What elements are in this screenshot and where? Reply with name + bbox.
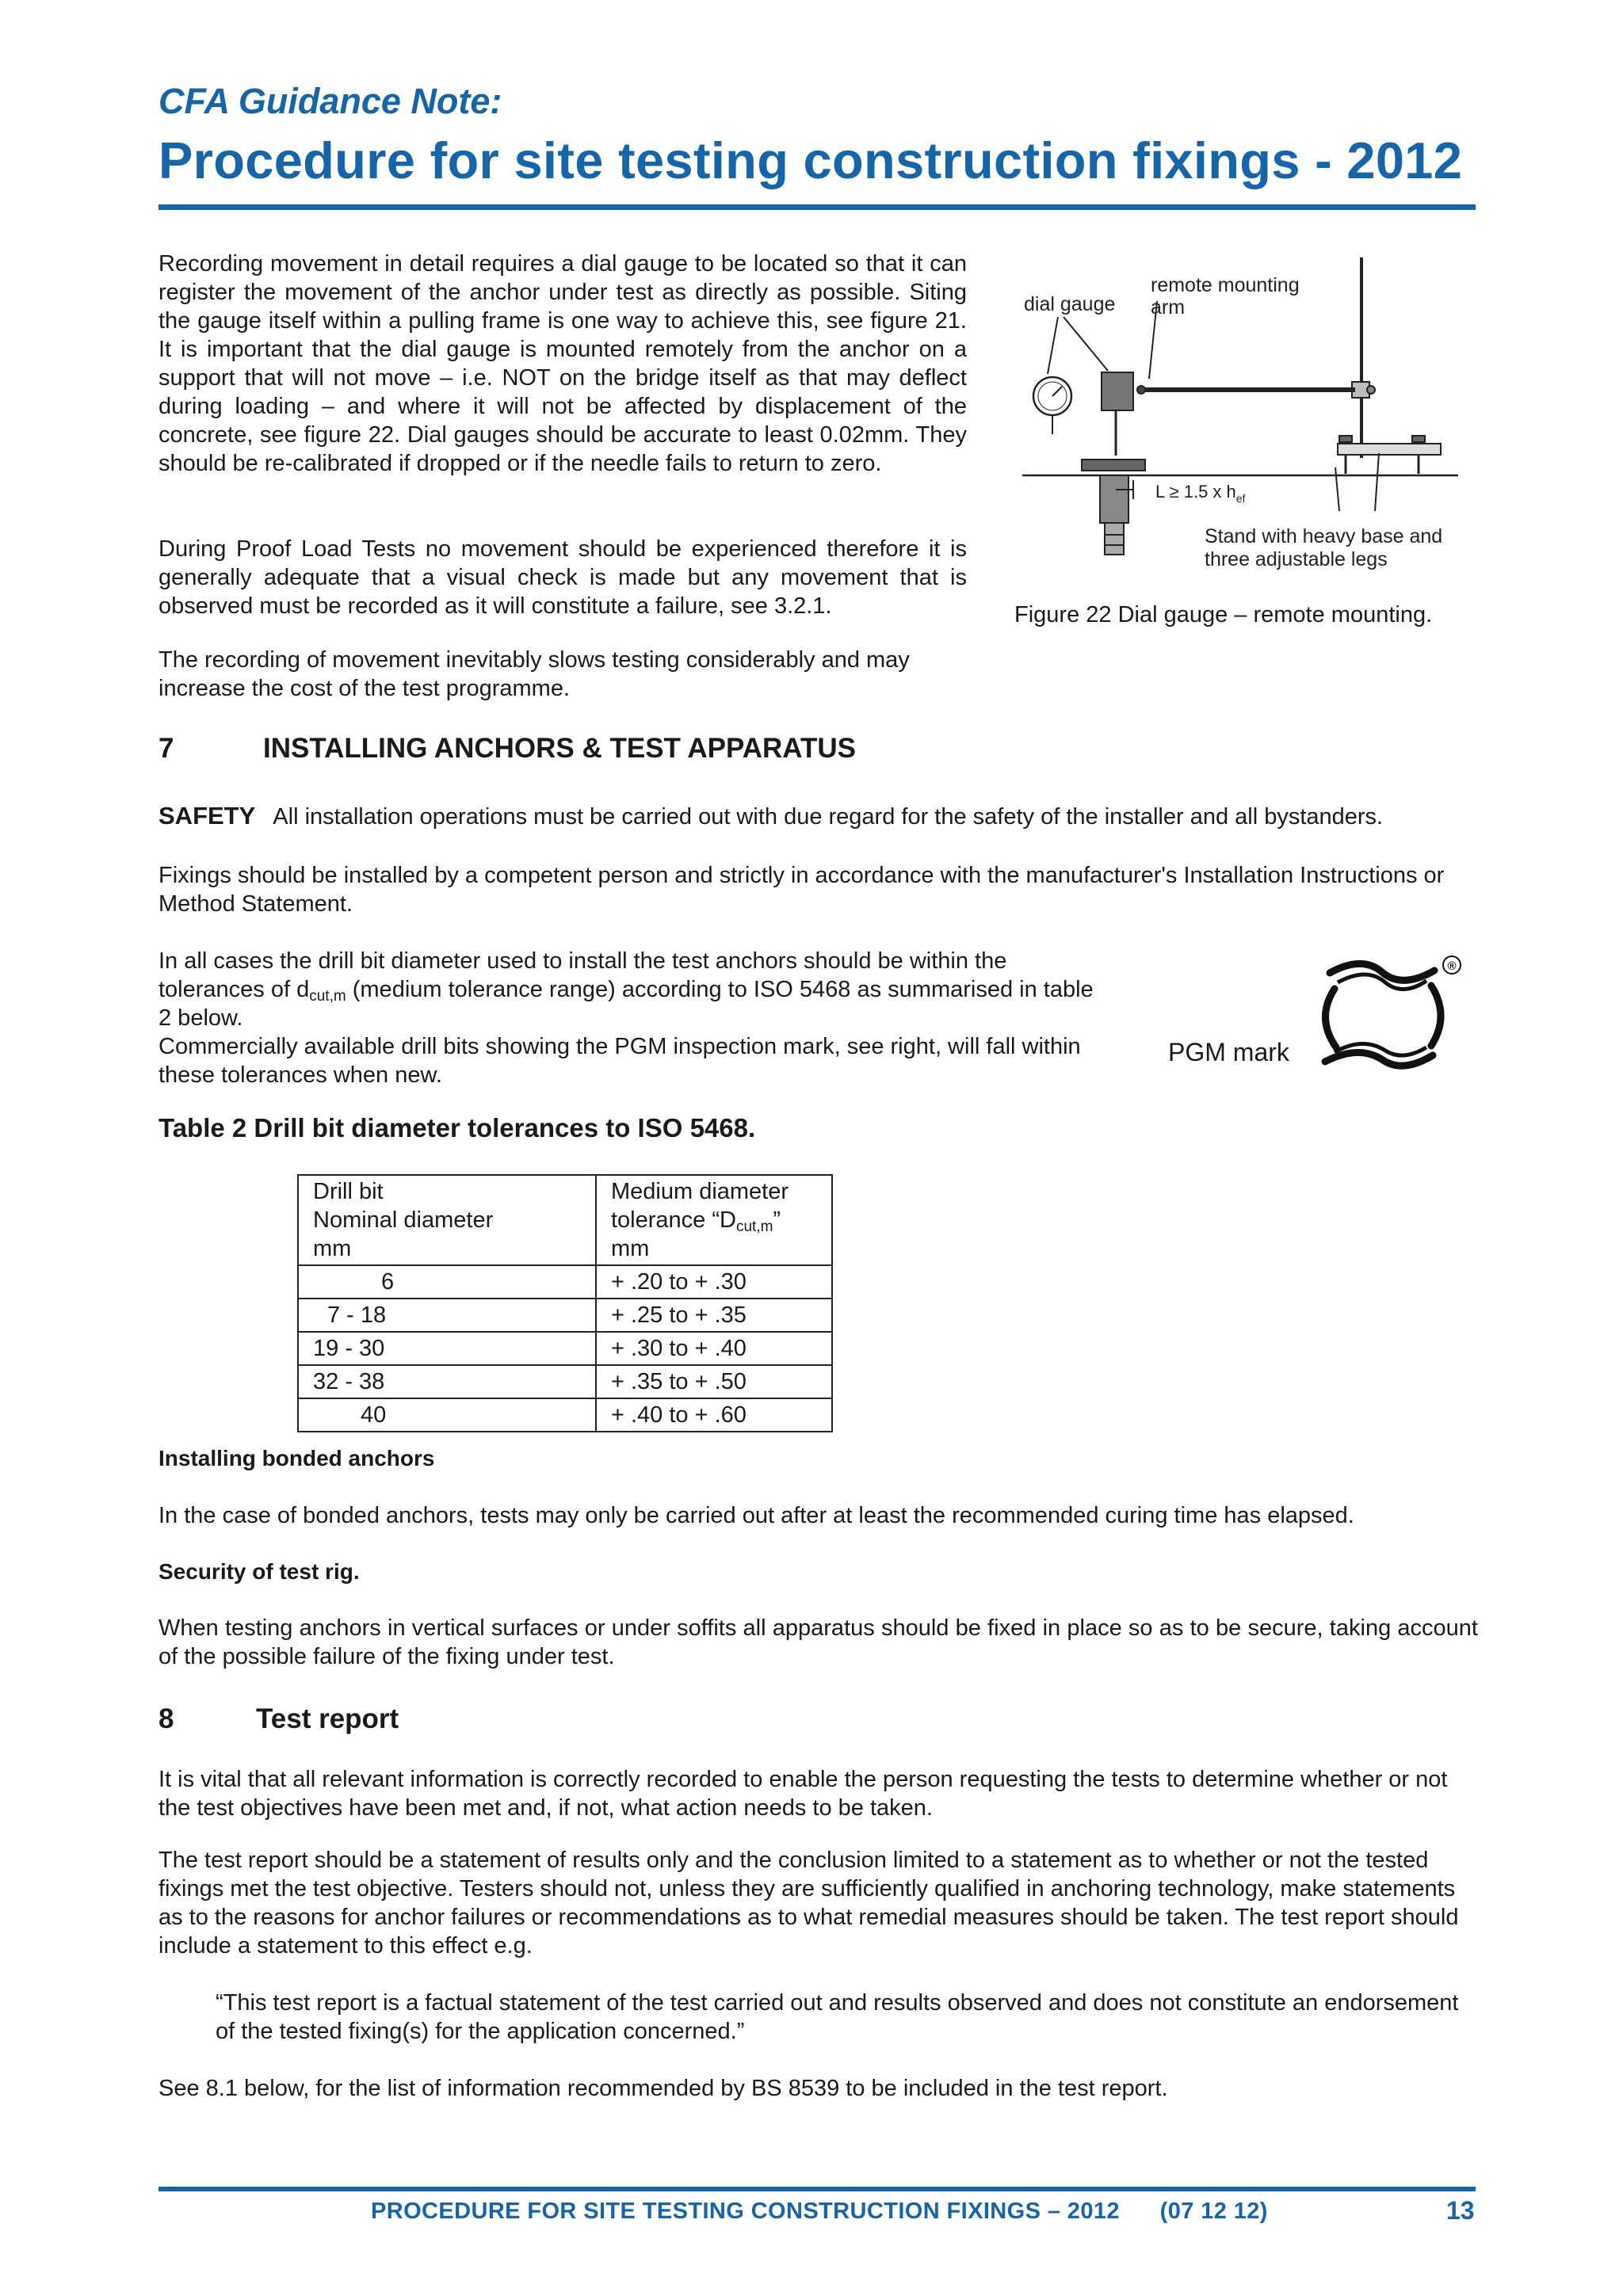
safety-label: SAFETY — [158, 802, 256, 830]
svg-text:®: ® — [1447, 959, 1457, 973]
section-7-number: 7 — [158, 733, 174, 764]
table-cell-tolerance: + .30 to + .40 — [596, 1332, 832, 1365]
table-cell-tolerance: + .35 to + .50 — [596, 1365, 832, 1398]
pgm-mark-logo — [1308, 951, 1466, 1077]
safety-text: All installation operations must be carried out with due regard for the safety of the installer and all bystanders. — [273, 804, 1384, 830]
quoted-report-statement: “This test report is a factual statement of the test carried out and results observed and does not constitute an endorsement of the tested fixing(s) for the application concerned.” — [216, 1990, 1459, 2044]
table-cell-diameter: 40 — [298, 1398, 596, 1432]
figure-22-dial-gauge-diagram — [1014, 246, 1466, 586]
table-row — [298, 1398, 832, 1432]
label-stand-line1: Stand with heavy base and — [1205, 525, 1443, 547]
paragraph-test-report-statement: The test report should be a statement of results only and the conclusion limited to a statement as to whether or not the tested fixings met the test objective. Testers should not, unless they are sufficiently qualified in anchoring technology, make statements as to the reasons for anchor failures or recommendations as to what remedial measures should be taken. The test report should include a statement to this effect e.g. — [158, 1848, 1459, 1958]
heading-security-of-test-rig: Security of test rig. — [158, 1559, 360, 1584]
table-row — [298, 1332, 832, 1365]
paragraph-commercial-drill-bits: Commercially available drill bits showing the PGM inspection mark, see right, will fall within these tolerances when new. — [158, 1034, 1081, 1088]
header-divider — [158, 204, 1476, 210]
guidance-note-label: CFA Guidance Note: — [158, 81, 502, 121]
paragraph-fixings-installation: Fixings should be installed by a competent person and strictly in accordance with the manufacturer's Installation Instructions or Method Statement. — [158, 863, 1445, 917]
paragraph-slows-testing: The recording of movement inevitably slows testing considerably and may increase the cost of the test programme. — [158, 647, 910, 701]
label-dial-gauge: dial gauge — [1024, 293, 1116, 315]
section-8-number: 8 — [158, 1703, 174, 1734]
page-title: Procedure for site testing construction fixings - 2012 — [158, 132, 1463, 189]
label-length: L ≥ 1.5 x h — [1155, 482, 1236, 502]
page-number: 13 — [1446, 2196, 1475, 2225]
table-cell-diameter: 19 - 30 — [298, 1332, 596, 1365]
footer-document-title: PROCEDURE FOR SITE TESTING CONSTRUCTION FIXINGS – 2012 (07 12 12) — [371, 2199, 1268, 2224]
safety-note — [158, 802, 1506, 830]
figure-22-caption: Figure 22 Dial gauge – remote mounting. — [1014, 602, 1433, 627]
paragraph-drill-bit-tolerance: In all cases the drill bit diameter used to install the test anchors should be within the tolerances of $d_{cut,m}$ (medium tolerance range) according to ISO 5468 as summarised in table 2 below. — [158, 948, 1094, 1031]
section-7-title: INSTALLING ANCHORS & TEST APPARATUS — [263, 733, 856, 764]
label-stand-line2: three adjustable legs — [1205, 548, 1388, 570]
table-header-tolerance: Medium diameter tolerance “$D_{cut,m}$” mm — [596, 1175, 832, 1265]
drill-bit-tolerance-table — [297, 1174, 833, 1432]
table-cell-diameter: 7 - 18 — [298, 1299, 596, 1332]
table-header-row — [298, 1175, 832, 1265]
table-row — [298, 1365, 832, 1398]
paragraph-security-test-rig: When testing anchors in vertical surfaces or under soffits all apparatus should be fixed in place so as to be secure, taking account of the possible failure of the fixing under test. — [158, 1615, 1478, 1669]
paragraph-proof-load: During Proof Load Tests no movement should be experienced therefore it is generally adequate that a visual check is made but any movement that is observed must be recorded as it will constitute a failure, see 3.2.1. — [158, 536, 967, 619]
pgm-mark-label: PGM mark — [1168, 1038, 1289, 1066]
paragraph-bonded-anchors: In the case of bonded anchors, tests may only be carried out after at least the recommended curing time has elapsed. — [158, 1503, 1354, 1528]
footer-divider — [158, 2187, 1476, 2191]
label-length-sub: ef — [1235, 492, 1246, 505]
table-header-nominal-diameter: Drill bit Nominal diameter mm — [298, 1175, 596, 1265]
paragraph-see-8-1: See 8.1 below, for the list of information recommended by BS 8539 to be included in the test report. — [158, 2076, 1168, 2101]
table-2-caption: Table 2 Drill bit diameter tolerances to ISO 5468. — [158, 1113, 756, 1142]
table-cell-tolerance: + .25 to + .35 — [596, 1299, 832, 1332]
label-arm: arm — [1151, 296, 1186, 318]
heading-installing-bonded-anchors: Installing bonded anchors — [158, 1446, 435, 1470]
table-cell-tolerance: + .40 to + .60 — [596, 1398, 832, 1432]
paragraph-recording-movement: Recording movement in detail requires a dial gauge to be located so that it can register the movement of the anchor under test as directly as possible. Siting the gauge itself within a pulling frame is one way to achieve this, see figure 21. It is important that the dial gauge is mounted remotely from the anchor on a support that will not move – i.e. NOT on the bridge itself as that may deflect during loading – and where it will not be affected by displacement of the concrete, see figure 22. Dial gauges should be accurate to least 0.02mm. They should be re-calibrated if dropped or if the needle fails to return to zero. — [158, 251, 967, 476]
table-row — [298, 1299, 832, 1332]
paragraph-vital-information: It is vital that all relevant information is correctly recorded to enable the person requesting the tests to determine whether or not the test objectives have been met and, if not, what action needs to be taken. — [158, 1767, 1448, 1821]
svg-text:L ≥ 1.5 x hef — [1155, 482, 1246, 505]
table-cell-tolerance: + .20 to + .30 — [596, 1265, 832, 1299]
table-cell-diameter: 32 - 38 — [298, 1365, 596, 1398]
label-remote-mounting: remote mounting — [1151, 274, 1300, 296]
section-8-title: Test report — [256, 1703, 399, 1734]
table-cell-diameter: 6 — [298, 1265, 596, 1299]
table-row — [298, 1265, 832, 1299]
